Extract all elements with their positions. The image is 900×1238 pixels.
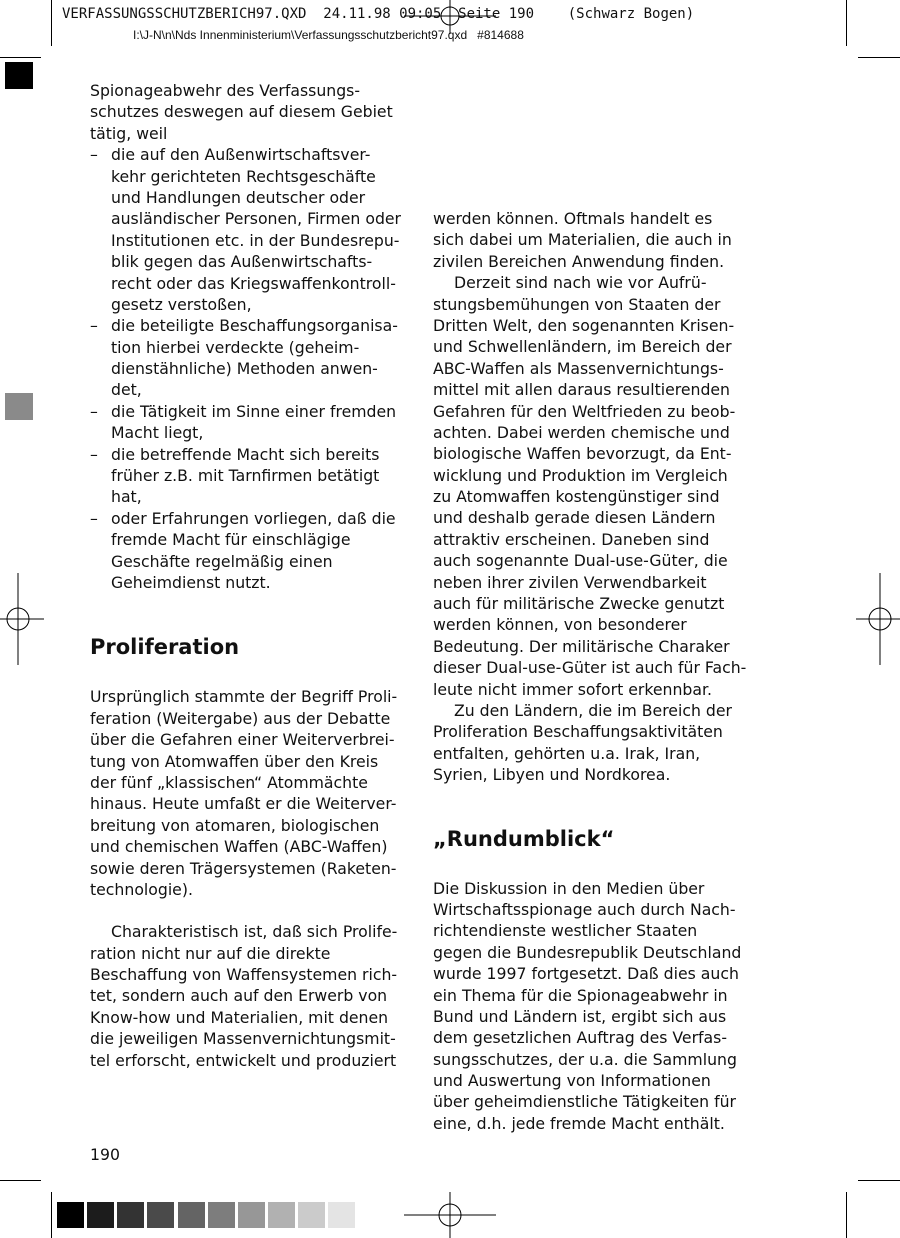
color-swatch — [238, 1202, 265, 1228]
list-item — [90, 508, 408, 594]
paragraph — [90, 921, 408, 1071]
section-heading-proliferation: Proliferation — [90, 635, 240, 660]
crop-mark — [51, 1192, 52, 1238]
text-line: dieser Dual-use-Güter ist auch für Fach- — [433, 658, 747, 678]
registration-mark-icon — [856, 573, 900, 665]
text-line: zivilen Bereichen Anwendung finden. — [433, 251, 725, 271]
text-line: tung von Atomwaffen über den Kreis — [90, 751, 379, 771]
text-line: Dritten Welt, den sogenannten Krisen- — [433, 315, 735, 335]
paragraph — [90, 686, 408, 900]
list-item — [90, 444, 408, 508]
text-line: werden können. Oftmals handelt es — [433, 209, 713, 228]
color-swatch — [147, 1202, 174, 1228]
text-line: wurde 1997 fortgesetzt. Daß dies auch — [433, 964, 739, 984]
crop-mark — [858, 1180, 900, 1181]
text-line: Spionageabwehr des Verfassungs- — [90, 81, 361, 100]
text-line: Charakteristisch ist, daß sich Prolife- — [111, 922, 398, 942]
text-line: stungsbemühungen von Staaten der — [433, 294, 721, 314]
color-swatch — [328, 1202, 355, 1228]
text-line: det, — [111, 380, 142, 400]
margin-tab-black — [5, 62, 33, 89]
file-path: I:\J-N\n\Nds Innenministerium\Verfassungsschutzbericht97.qxd #814688 — [133, 28, 524, 42]
text-line: Geheimdienst nutzt. — [111, 572, 271, 592]
text-line: eine, d.h. jede fremde Macht enthält. — [433, 1113, 725, 1133]
left-column — [90, 80, 408, 1071]
page-number: 190 — [90, 1145, 120, 1164]
list-item — [90, 315, 408, 401]
dash-bullet: – — [90, 444, 98, 464]
color-swatch — [87, 1202, 114, 1228]
text-line: gesetz verstoßen, — [111, 294, 252, 314]
text-line: sungsschutzes, der u.a. die Sammlung — [433, 1049, 737, 1069]
text-line: dem gesetzlichen Auftrag des Verfas- — [433, 1028, 727, 1048]
crop-mark — [858, 57, 900, 58]
list-item — [90, 144, 408, 315]
text-line: auch sogenannte Dual-use-Güter, die — [433, 551, 728, 571]
text-line: sich dabei um Materialien, die auch in — [433, 230, 732, 250]
text-line: ration nicht nur auf die direkte — [90, 943, 331, 963]
section-heading-rundumblick: „Rundumblick“ — [433, 826, 615, 851]
text-line: Zu den Ländern, die im Bereich der — [454, 700, 732, 720]
text-line: Wirtschaftsspionage auch durch Nach- — [433, 899, 736, 919]
text-line: sowie deren Trägersystemen (Raketen- — [90, 858, 397, 878]
text-line: breitung von atomaren, biologischen — [90, 815, 380, 835]
text-line: tet, sondern auch auf den Erwerb von — [90, 986, 388, 1006]
text-line: Bedeutung. Der militärische Charaker — [433, 636, 730, 656]
color-swatch — [117, 1202, 144, 1228]
text-line: achten. Dabei werden chemische und — [433, 422, 730, 442]
intro-paragraph — [90, 80, 408, 144]
text-line: ABC-Waffen als Massenvernichtungs- — [433, 358, 724, 378]
dash-bullet: – — [90, 145, 98, 165]
text-line: ausländischer Personen, Firmen oder — [111, 209, 402, 229]
text-line: Die Diskussion in den Medien über — [433, 878, 705, 898]
crop-mark — [846, 0, 847, 46]
text-line: leute nicht immer sofort erkennbar. — [433, 679, 712, 699]
text-line: neben ihrer zivilen Verwendbarkeit — [433, 572, 707, 592]
text-line: tel erforscht, entwickelt und produziert — [90, 1050, 397, 1070]
text-line: wicklung und Produktion im Vergleich — [433, 465, 728, 485]
dash-bullet: – — [90, 316, 98, 336]
text-line: und Schwellenländern, im Bereich der — [433, 337, 732, 357]
text-line: blik gegen das Außenwirtschafts- — [111, 252, 373, 272]
text-line: der fünf „klassischen“ Atommächte — [90, 772, 368, 792]
text-line: Bund und Ländern ist, ergibt sich aus — [433, 1006, 727, 1026]
text-line: biologische Waffen bevorzugt, da Ent- — [433, 444, 732, 464]
crop-mark — [846, 1192, 847, 1238]
text-line: kehr gerichteten Rechtsgeschäfte — [111, 166, 376, 186]
text-line: werden können, von besonderer — [433, 615, 687, 635]
text-line: Syrien, Libyen und Nordkorea. — [433, 765, 671, 785]
text-line: über geheimdienstliche Tätigkeiten für — [433, 1092, 737, 1112]
slug-line: VERFASSUNGSSCHUTZBERICH97.QXD 24.11.98 09:05 Seite 190 (Schwarz Bogen) — [62, 6, 695, 22]
text-line: und Auswertung von Informationen — [433, 1071, 711, 1091]
text-line: attraktiv erscheinen. Daneben sind — [433, 529, 710, 549]
text-line: richtendienste westlicher Staaten — [433, 921, 698, 941]
dash-bullet: – — [90, 401, 98, 421]
text-line: Gefahren für den Weltfrieden zu beob- — [433, 401, 736, 421]
color-swatch — [208, 1202, 235, 1228]
text-line: Geschäfte regelmäßig einen — [111, 551, 333, 571]
text-line: die Tätigkeit im Sinne einer fremden — [111, 401, 397, 421]
list-item — [90, 401, 408, 444]
registration-mark-icon — [404, 1192, 496, 1238]
text-line: die betreffende Macht sich bereits — [111, 444, 380, 464]
text-line: Institutionen etc. in der Bundesrepu- — [111, 230, 400, 250]
paragraph — [433, 878, 751, 1135]
text-line: tion hierbei verdeckte (geheim- — [111, 337, 360, 357]
color-swatch — [268, 1202, 295, 1228]
bullet-list — [90, 144, 408, 593]
text-line: mittel mit allen daraus resultierenden — [433, 380, 731, 400]
color-swatch — [178, 1202, 205, 1228]
text-line: hat, — [111, 487, 142, 507]
dash-bullet: – — [90, 508, 98, 528]
text-line: und deshalb gerade diesen Ländern — [433, 508, 716, 528]
text-line: dienstähnliche) Methoden anwen- — [111, 359, 378, 379]
text-line: Beschaffung von Waffensystemen rich- — [90, 965, 398, 985]
text-line: technologie). — [90, 879, 193, 899]
text-line: oder Erfahrungen vorliegen, daß die — [111, 508, 396, 528]
text-line: zu Atomwaffen kostengünstiger sind — [433, 487, 720, 507]
text-line: feration (Weitergabe) aus der Debatte — [90, 708, 391, 728]
text-line: über die Gefahren einer Weiterverbrei- — [90, 730, 395, 750]
text-line: schutzes deswegen auf diesem Gebiet — [90, 102, 393, 122]
crop-mark — [51, 0, 52, 46]
crop-mark — [0, 1180, 41, 1181]
paragraph — [433, 272, 751, 700]
text-line: Proliferation Beschaffungsaktivitäten — [433, 722, 723, 742]
text-line: recht oder das Kriegswaffenkontroll- — [111, 273, 396, 293]
text-line: auch für militärische Zwecke genutzt — [433, 594, 725, 614]
text-line: Macht liegt, — [111, 423, 204, 443]
text-line: tätig, weil — [90, 123, 168, 143]
margin-tab-gray — [5, 393, 33, 420]
text-line: und Handlungen deutscher oder — [111, 187, 366, 207]
text-line: entfalten, gehörten u.a. Irak, Iran, — [433, 743, 701, 763]
text-line: früher z.B. mit Tarnfirmen betätigt — [111, 466, 380, 486]
text-line: Know-how und Materialien, mit denen — [90, 1007, 389, 1027]
text-line: hinaus. Heute umfaßt er die Weiterver- — [90, 794, 397, 814]
text-line: ein Thema für die Spionageabwehr in — [433, 985, 728, 1005]
text-line: die jeweiligen Massenvernichtungsmit- — [90, 1029, 396, 1049]
right-column — [433, 208, 751, 1134]
text-line: und chemischen Waffen (ABC-Waffen) — [90, 837, 388, 857]
paragraph — [433, 208, 751, 272]
text-line: Ursprünglich stammte der Begriff Proli- — [90, 687, 398, 707]
text-line: fremde Macht für einschlägige — [111, 530, 351, 550]
registration-mark-icon — [0, 573, 44, 665]
text-line: gegen die Bundesrepublik Deutschland — [433, 942, 742, 962]
text-line: die auf den Außenwirtschaftsver- — [111, 145, 371, 165]
paragraph — [433, 700, 751, 786]
text-line: die beteiligte Beschaffungsorganisa- — [111, 316, 398, 336]
color-swatch — [298, 1202, 325, 1228]
registration-mark-icon — [404, 0, 496, 34]
text-line: Derzeit sind nach wie vor Aufrü- — [454, 273, 707, 293]
crop-mark — [0, 57, 41, 58]
color-swatch — [57, 1202, 84, 1228]
